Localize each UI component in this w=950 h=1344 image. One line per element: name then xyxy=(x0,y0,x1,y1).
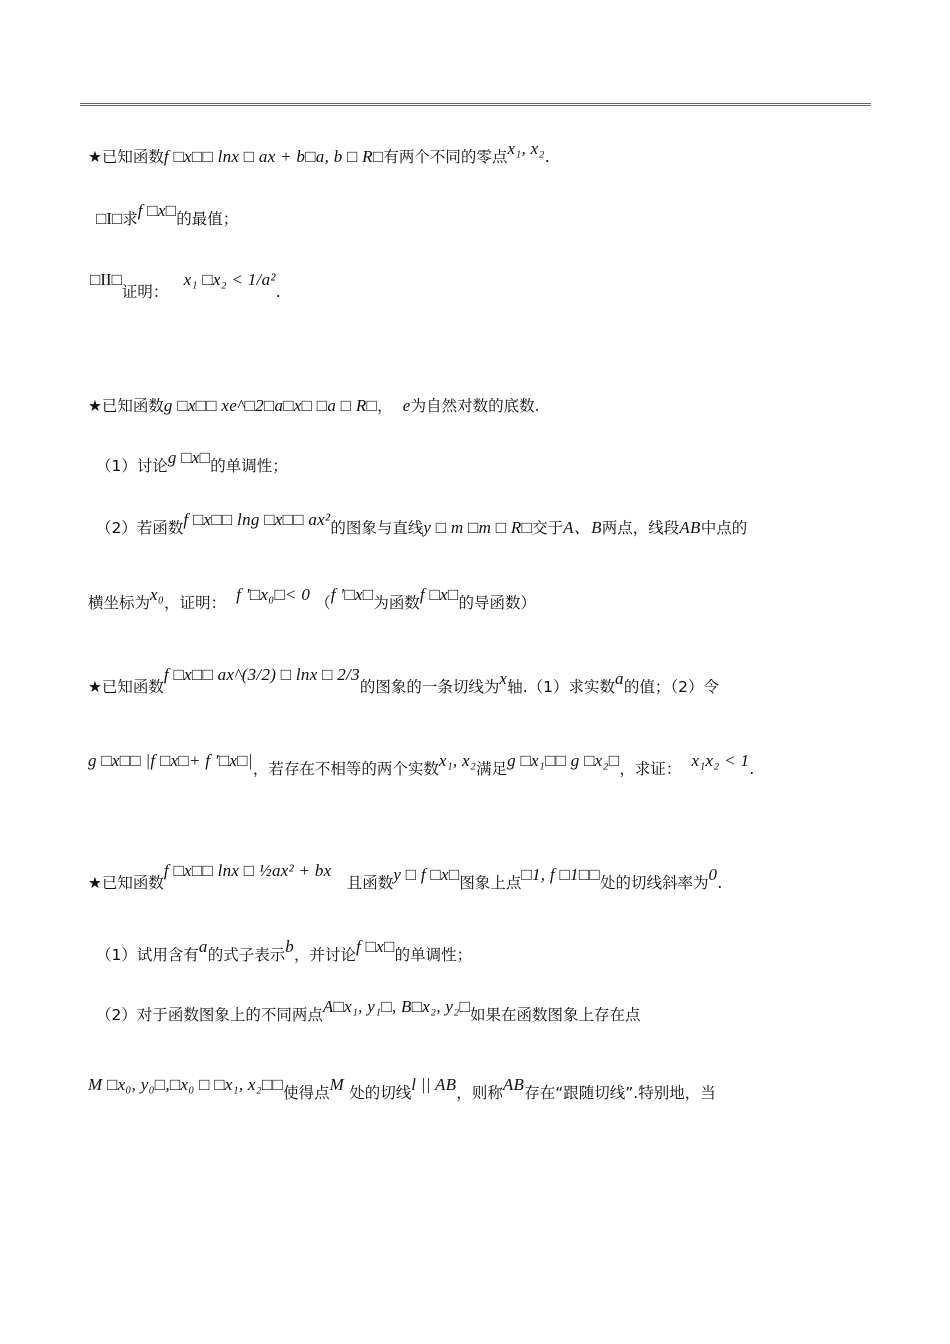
problem-1-part-1 xyxy=(96,201,239,230)
p2-part-2-text-c: 交于 xyxy=(532,519,564,537)
problem-1-part-2 xyxy=(90,270,281,303)
p4-cont-text-c: ，则称 xyxy=(456,1084,503,1102)
problem-1-text: 有两个不同的零点 xyxy=(383,148,508,166)
p2-cont-text-b: ，证明： xyxy=(164,594,227,612)
problem-1-period: . xyxy=(544,147,550,166)
problem-2-part-2-cont xyxy=(88,585,536,614)
p4-cont-text-d: 存在“跟随切线”.特别地，当 xyxy=(524,1084,716,1102)
p4-cont-text-a: 使得点 xyxy=(283,1084,330,1102)
problem-3-equation: g □x₁□□ g □x₂□ xyxy=(507,751,620,770)
problem-4-function: f □x□□ lnx □ ½ax² + bx xyxy=(163,861,332,880)
problem-4-zero: 0 xyxy=(708,865,718,884)
p2-cont-text-e: 的导函数） xyxy=(458,594,536,612)
problem-3-intro: ★已知函数 xyxy=(88,678,164,696)
problem-3-text-6: ，求证： xyxy=(619,760,682,778)
p2-part-2-text-e: 中点的 xyxy=(700,519,748,537)
p4-part-2-points: A□x₁, y₁□, B□x₂, y₂□ xyxy=(322,997,471,1016)
problem-4-period: . xyxy=(717,873,723,892)
problem-3-statement xyxy=(88,665,719,698)
p4-cont-ab: AB xyxy=(502,1075,525,1094)
problem-1-intro: ★已知函数 xyxy=(88,148,164,166)
p4-cont-text-b: 处的切线 xyxy=(349,1084,412,1102)
problem-2-part-1 xyxy=(96,448,288,477)
problem-4-statement xyxy=(88,861,723,894)
part-1-text-a: 求 xyxy=(122,210,138,228)
problem-4-part-1 xyxy=(96,937,473,966)
problem-4-text-2: 图象上点 xyxy=(459,874,522,892)
problem-1-zeros: x₁, x₂ xyxy=(507,139,545,158)
p2-part-1-text-a: （1）讨论 xyxy=(96,457,168,475)
p4-part-1-a: a xyxy=(198,937,208,956)
problem-3-xs: x₁, x₂ xyxy=(438,751,477,770)
p4-cont-m: M xyxy=(329,1075,345,1094)
problem-3-text-2: 轴.（1）求实数 xyxy=(507,678,616,696)
problem-4-part-2 xyxy=(96,997,641,1026)
problem-3-period: . xyxy=(749,759,755,778)
p2-part-2-points: A、B xyxy=(563,518,602,537)
part-2-text: 证明： xyxy=(121,283,169,301)
p2-part-2-segment: AB xyxy=(679,518,701,537)
part-2-inequality: x₁ □x₂ < 1/a² xyxy=(183,270,276,289)
part-2-period: . xyxy=(275,282,281,301)
part-label-I: □I□ xyxy=(96,209,123,228)
problem-2-text: 为自然对数的底数. xyxy=(410,397,540,415)
p2-cont-function: f □x□ xyxy=(419,585,459,604)
problem-3-text-1: 的图象的一条切线为 xyxy=(359,678,500,696)
problem-4-point: □1, f □1□□ xyxy=(521,865,600,884)
problem-1-statement xyxy=(88,139,550,168)
problem-2-intro: ★已知函数 xyxy=(88,397,164,415)
problem-1-function: f □x□□ lnx □ ax + b□a, b □ R□ xyxy=(163,147,384,166)
problem-2-e: e xyxy=(402,396,411,415)
problem-3-statement-cont xyxy=(88,751,755,780)
problem-3-text-3: 的值；（2）令 xyxy=(623,678,719,696)
problem-2-statement xyxy=(88,395,540,417)
header-rule xyxy=(80,103,871,106)
p4-part-1-text-a: （1）试用含有 xyxy=(96,946,199,964)
p2-cont-inequality: f ′□x₀□< 0 xyxy=(236,585,311,604)
problem-3-function: f □x□□ ax^(3/2) □ lnx □ 2/3 xyxy=(163,665,360,684)
problem-4-text-1: 且函数 xyxy=(346,874,394,892)
p4-part-1-function: f □x□ xyxy=(356,937,395,956)
problem-3-inequality: x₁x₂ < 1 xyxy=(691,751,750,770)
p2-cont-paren: （ xyxy=(315,594,331,612)
p2-part-1-function: g □x□ xyxy=(167,448,211,467)
part-1-function: f □x□ xyxy=(137,201,177,220)
p4-cont-tangent: l || AB xyxy=(411,1075,457,1094)
part-1-text-b: 的最值； xyxy=(176,210,239,228)
problem-4-text-3: 处的切线斜率为 xyxy=(599,874,709,892)
problem-3-a: a xyxy=(615,669,624,688)
p2-cont-text-d: 为函数 xyxy=(373,594,420,612)
problem-3-g: g □x□□ |f □x□+ f ′□x□| xyxy=(88,751,253,770)
problem-2-function: g □x□□ xe^□2□a□x□ □a □ R□ xyxy=(163,396,378,415)
problem-2-part-2 xyxy=(96,510,748,539)
problem-3-x-axis: x xyxy=(499,669,508,688)
p2-cont-derivative: f ′□x□ xyxy=(330,585,374,604)
p4-part-1-text-c: ，并讨论 xyxy=(294,946,357,964)
problem-2-comma: ， xyxy=(377,397,393,415)
part-label-II: □II□ xyxy=(90,270,122,289)
p4-part-2-text-a: （2）对于函数图象上的不同两点 xyxy=(96,1006,323,1024)
p4-part-1-text-b: 的式子表示 xyxy=(207,946,286,964)
p2-cont-text-a: 横坐标为 xyxy=(88,594,151,612)
p2-part-2-text-a: （2）若函数 xyxy=(96,519,184,537)
p2-part-1-text-b: 的单调性； xyxy=(210,457,288,475)
p2-cont-x0: x₀ xyxy=(150,585,165,604)
p2-part-2-text-b: 的图象与直线 xyxy=(330,519,424,537)
problem-3-text-4: ，若存在不相等的两个实数 xyxy=(252,760,439,778)
p4-cont-point-m: M □x₀, y₀□,□x₀ □ □x₁, x₂□□ xyxy=(88,1075,284,1094)
p2-part-2-line: y □ m □m □ R□ xyxy=(423,518,533,537)
problem-4-intro: ★已知函数 xyxy=(88,874,164,892)
p4-part-2-text-b: 如果在函数图象上存在点 xyxy=(470,1006,641,1024)
p4-part-1-b: b xyxy=(285,937,295,956)
p2-part-2-function: f □x□□ lng □x□□ ax² xyxy=(183,510,331,529)
problem-3-text-5: 满足 xyxy=(476,760,508,778)
p2-part-2-text-d: 两点，线段 xyxy=(601,519,680,537)
problem-4-part-2-cont xyxy=(88,1075,716,1104)
p4-part-1-text-d: 的单调性； xyxy=(394,946,473,964)
problem-4-y: y □ f □x□ xyxy=(393,865,460,884)
